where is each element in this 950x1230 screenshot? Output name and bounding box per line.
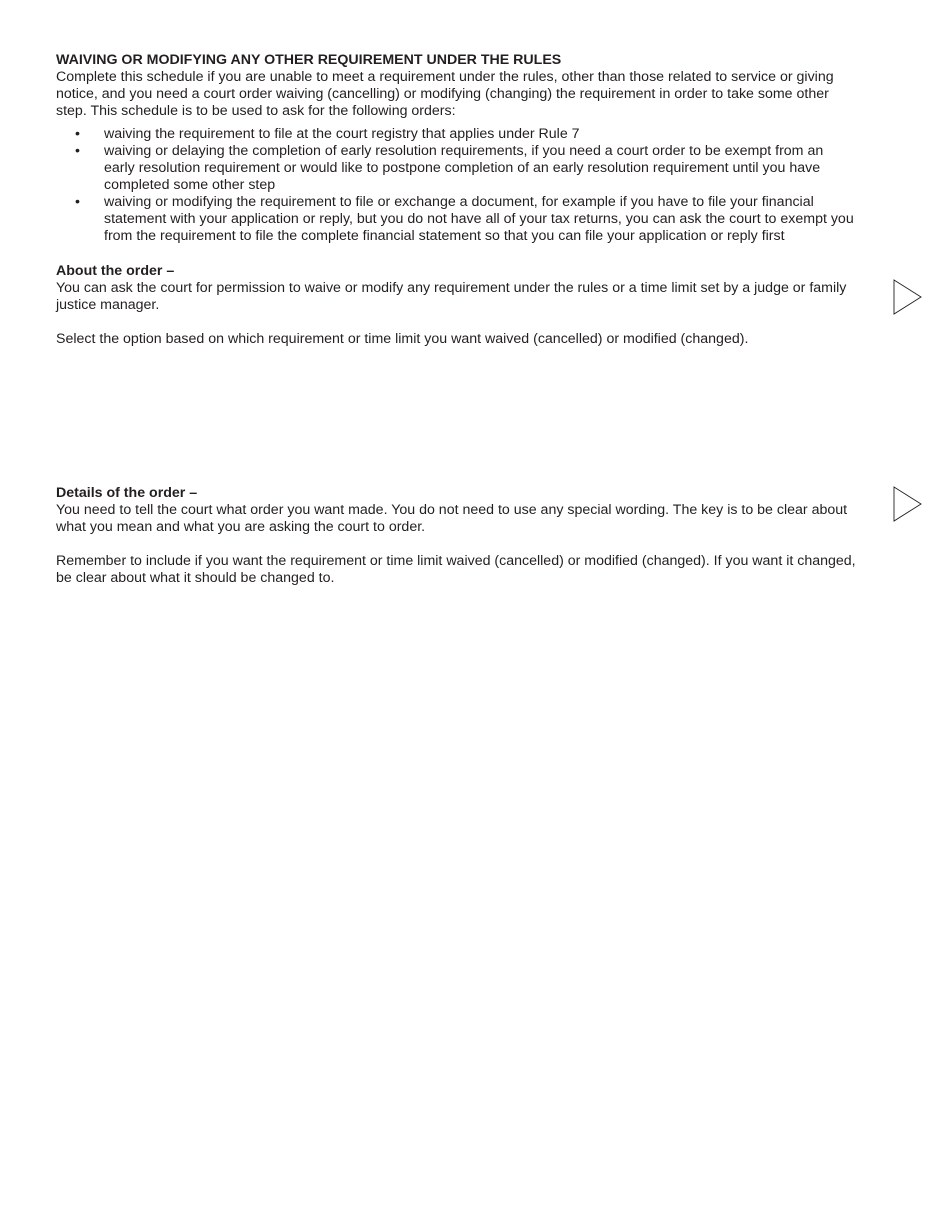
details-section — [56, 485, 856, 587]
page-title: WAIVING OR MODIFYING ANY OTHER REQUIREMENT UNDER THE RULES — [56, 52, 562, 68]
bullet-glyph: • — [75, 143, 80, 159]
intro-section — [56, 52, 856, 245]
list-item — [56, 143, 856, 194]
list-item — [56, 194, 856, 245]
right-triangle-arrow-icon[interactable] — [893, 279, 923, 315]
intro-paragraph: Complete this schedule if you are unable to meet a requirement under the rules, other than those related to service or giving notice, and you need a court order waiving (cancelling) or modifying (changing) the requirement in order to take some other step. This schedule is to be used to ask for the following orders: — [56, 69, 834, 119]
about-section — [56, 263, 856, 348]
about-paragraph-1: You can ask the court for permission to waive or modify any requirement under the rules or a time limit set by a judge or family justice manager. — [56, 280, 847, 313]
about-paragraph-2: Select the option based on which requirement or time limit you want waived (cancelled) or modified (changed). — [56, 331, 749, 347]
details-paragraph-2: Remember to include if you want the requirement or time limit waived (cancelled) or modified (changed). If you want it changed, be clear about what it should be changed to. — [56, 553, 856, 586]
details-heading: Details of the order – — [56, 485, 198, 501]
about-heading: About the order – — [56, 263, 175, 279]
orders-list — [56, 126, 856, 245]
list-item — [56, 126, 856, 143]
list-item-text: waiving or delaying the completion of early resolution requirements, if you need a court order to be exempt from an early resolution requirement or would like to postpone completion of an early resolution requirement until you have completed some other step — [104, 143, 824, 193]
bullet-glyph: • — [75, 126, 80, 142]
right-triangle-arrow-icon[interactable] — [893, 486, 923, 522]
details-paragraph-1: You need to tell the court what order you want made. You do not need to use any special wording. The key is to be clear about what you mean and what you are asking the court to order. — [56, 502, 848, 535]
bullet-glyph: • — [75, 194, 80, 210]
list-item-text: waiving or modifying the requirement to file or exchange a document, for example if you have to file your financial statement with your application or reply, but you do not have all of your tax returns, you can ask the court to exempt you from the requirement to file the complete financial statement so that you can file your application or reply first — [104, 194, 854, 244]
list-item-text: waiving the requirement to file at the court registry that applies under Rule 7 — [104, 126, 580, 142]
